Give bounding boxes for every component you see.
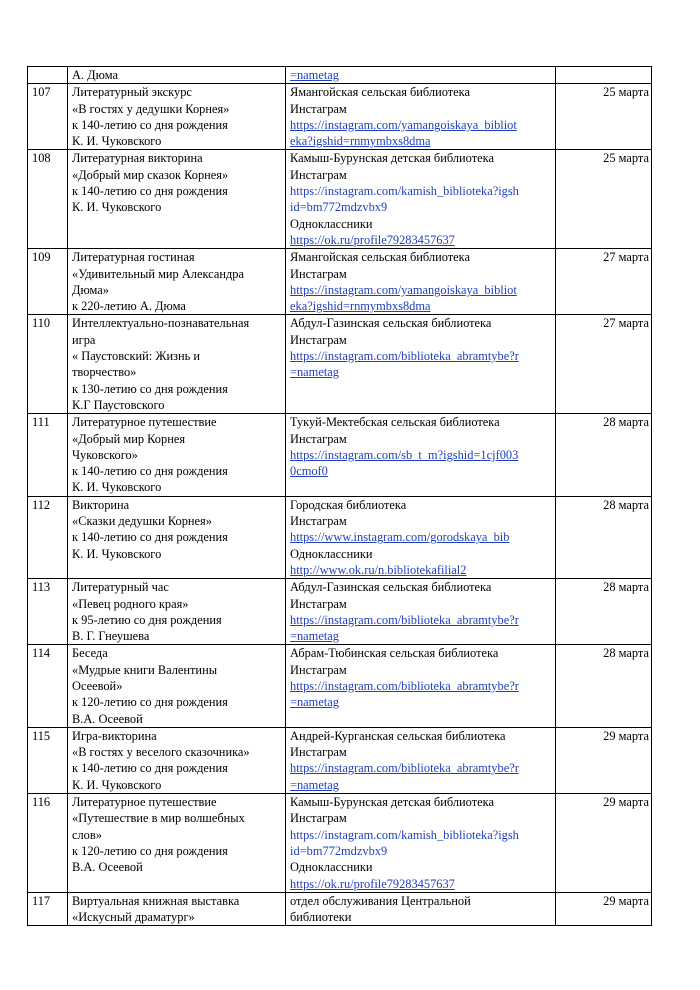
event-line: Литературное путешествие <box>72 415 217 430</box>
event-cell <box>68 150 286 249</box>
event-line: К. И. Чуковского <box>72 200 162 215</box>
venue-link[interactable]: =nametag <box>290 777 339 792</box>
event-date: 27 марта <box>556 315 652 414</box>
event-line: К. И. Чуковского <box>72 777 162 792</box>
venue-link[interactable]: https://www.instagram.com/gorodskaya_bib <box>290 530 510 545</box>
events-table <box>27 66 652 926</box>
event-line: к 120-летию со дня рождения <box>72 843 228 858</box>
table-row <box>28 414 652 496</box>
event-line: к 140-летию со дня рождения <box>72 184 228 199</box>
event-line: «Добрый мир Корнея <box>72 431 186 446</box>
row-number: 116 <box>28 794 68 893</box>
row-number: 107 <box>28 84 68 150</box>
venue-link[interactable]: id=bm772mdzvbx9 <box>290 200 388 215</box>
venue-text: библиотеки <box>290 910 352 925</box>
venue-text: Одноклассники <box>290 860 373 875</box>
row-number: 112 <box>28 496 68 578</box>
event-date: 28 марта <box>556 414 652 496</box>
venue-cell <box>286 67 556 84</box>
event-date <box>556 67 652 84</box>
venue-text: Камыш-Бурунская детская библиотека <box>290 795 494 810</box>
venue-text: Андрей-Курганская сельская библиотека <box>290 728 506 743</box>
event-line: Литературный экскурс <box>72 85 192 100</box>
venue-cell <box>286 150 556 249</box>
table-row <box>28 645 652 727</box>
event-line: Викторина <box>72 497 130 512</box>
event-line: к 95-летию со дня рождения <box>72 612 222 627</box>
venue-text: Инстаграм <box>290 596 347 611</box>
venue-cell <box>286 496 556 578</box>
venue-link[interactable]: https://ok.ru/profile79283457637 <box>290 232 455 247</box>
event-date: 28 марта <box>556 579 652 645</box>
venue-text: Инстаграм <box>290 514 347 529</box>
event-cell <box>68 496 286 578</box>
event-line: «Добрый мир сказок Корнея» <box>72 167 229 182</box>
event-line: «В гостях у дедушки Корнея» <box>72 101 230 116</box>
venue-cell <box>286 414 556 496</box>
event-date: 28 марта <box>556 496 652 578</box>
venue-link[interactable]: https://instagram.com/biblioteka_abramtybe?r <box>290 761 519 776</box>
venue-link[interactable]: https://instagram.com/biblioteka_abramtybe?r <box>290 678 519 693</box>
event-line: слов» <box>72 827 102 842</box>
venue-text: Одноклассники <box>290 216 373 231</box>
event-line: творчество» <box>72 365 137 380</box>
venue-link[interactable]: https://instagram.com/yamangoiskaya_bibliot <box>290 117 517 132</box>
event-line: К.Г Паустовского <box>72 397 165 412</box>
table-row <box>28 150 652 249</box>
event-line: Беседа <box>72 646 108 661</box>
event-line: «Мудрые книги Валентины <box>72 662 218 677</box>
event-date: 28 марта <box>556 645 652 727</box>
event-line: К. И. Чуковского <box>72 134 162 149</box>
venue-text: Городская библиотека <box>290 497 407 512</box>
venue-link[interactable]: https://instagram.com/yamangoiskaya_bibliot <box>290 282 517 297</box>
event-line: В.А. Осеевой <box>72 711 143 726</box>
event-line: «Сказки дедушки Корнея» <box>72 514 212 529</box>
event-line: Игра-викторина <box>72 728 157 743</box>
event-cell <box>68 67 286 84</box>
event-cell <box>68 414 286 496</box>
event-line: Литературная гостиная <box>72 250 195 265</box>
venue-text: Инстаграм <box>290 332 347 347</box>
events-table-body <box>28 67 652 926</box>
row-number: 117 <box>28 892 68 926</box>
row-number: 109 <box>28 249 68 315</box>
event-cell <box>68 315 286 414</box>
event-date: 29 марта <box>556 892 652 926</box>
event-line: к 140-летию со дня рождения <box>72 464 228 479</box>
venue-text: Инстаграм <box>290 811 347 826</box>
table-row <box>28 84 652 150</box>
venue-cell <box>286 794 556 893</box>
table-row <box>28 496 652 578</box>
venue-cell <box>286 249 556 315</box>
event-line: «Путешествие в мир волшебных <box>72 811 245 826</box>
venue-text: Абдул-Газинская сельская библиотека <box>290 316 492 331</box>
venue-link[interactable]: https://instagram.com/kamish_biblioteka?igsh <box>290 827 519 842</box>
event-date: 25 марта <box>556 84 652 150</box>
event-line: к 140-летию со дня рождения <box>72 530 228 545</box>
venue-cell <box>286 727 556 793</box>
event-line: В. Г. Гнеушева <box>72 629 150 644</box>
event-line: к 140-летию со дня рождения <box>72 117 228 132</box>
event-line: В.А. Осеевой <box>72 860 143 875</box>
event-line: Чуковского» <box>72 447 138 462</box>
event-cell <box>68 645 286 727</box>
venue-link[interactable]: 0cmof0 <box>290 464 328 479</box>
event-cell <box>68 579 286 645</box>
venue-link[interactable]: id=bm772mdzvbx9 <box>290 843 388 858</box>
event-line: «Удивительный мир Александра <box>72 266 244 281</box>
row-number: 108 <box>28 150 68 249</box>
event-line: Интеллектуально-познавательная <box>72 316 250 331</box>
venue-link[interactable]: =nametag <box>290 365 339 380</box>
venue-text: Тукуй-Мектебская сельская библиотека <box>290 415 500 430</box>
event-line: к 130-летию со дня рождения <box>72 381 228 396</box>
venue-text: Инстаграм <box>290 745 347 760</box>
event-line: Осеевой» <box>72 678 123 693</box>
event-line: К. И. Чуковского <box>72 546 162 561</box>
event-line: « Паустовский: Жизнь и <box>72 349 200 364</box>
venue-text: Инстаграм <box>290 167 347 182</box>
table-row <box>28 579 652 645</box>
row-number <box>28 67 68 84</box>
row-number: 111 <box>28 414 68 496</box>
row-number: 113 <box>28 579 68 645</box>
table-row <box>28 727 652 793</box>
row-number: 110 <box>28 315 68 414</box>
event-line: К. И. Чуковского <box>72 480 162 495</box>
table-row <box>28 892 652 926</box>
row-number: 114 <box>28 645 68 727</box>
venue-link[interactable]: =nametag <box>290 68 339 82</box>
venue-cell <box>286 892 556 926</box>
venue-link[interactable]: https://instagram.com/sb_t_m?igshid=1cjf003 <box>290 447 519 462</box>
venue-text: Ямангойская сельская библиотека <box>290 250 471 265</box>
event-line: Виртуальная книжная выставка <box>72 893 240 908</box>
event-line: «Певец родного края» <box>72 596 189 611</box>
event-line: игра <box>72 332 96 347</box>
venue-cell <box>286 315 556 414</box>
event-line: «Искусный драматург» <box>72 910 195 925</box>
venue-link[interactable]: eka?igshid=rnmymbxs8dma <box>290 134 431 149</box>
venue-text: Инстаграм <box>290 101 347 116</box>
row-number: 115 <box>28 727 68 793</box>
event-line: «В гостях у веселого сказочника» <box>72 745 250 760</box>
event-cell <box>68 794 286 893</box>
venue-link[interactable]: http://www.ok.ru/n.bibliotekafilial2 <box>290 562 467 577</box>
venue-cell <box>286 579 556 645</box>
event-date: 27 марта <box>556 249 652 315</box>
table-row <box>28 794 652 893</box>
table-row <box>28 315 652 414</box>
event-cell <box>68 249 286 315</box>
venue-text: Инстаграм <box>290 662 347 677</box>
venue-link[interactable]: https://instagram.com/biblioteka_abramtybe?r <box>290 612 519 627</box>
event-cell <box>68 84 286 150</box>
venue-text: Абрам-Тюбинская сельская библиотека <box>290 646 499 661</box>
event-date: 29 марта <box>556 727 652 793</box>
event-line: к 220-летию А. Дюма <box>72 299 186 314</box>
event-line: Литературный час <box>72 580 169 595</box>
venue-link[interactable]: https://instagram.com/biblioteka_abramtybe?r <box>290 349 519 364</box>
event-cell <box>68 727 286 793</box>
event-date: 25 марта <box>556 150 652 249</box>
venue-text: Инстаграм <box>290 266 347 281</box>
venue-text: Абдул-Газинская сельская библиотека <box>290 580 492 595</box>
event-line: Литературная викторина <box>72 151 203 166</box>
venue-text: Камыш-Бурунская детская библиотека <box>290 151 494 166</box>
table-row <box>28 249 652 315</box>
event-line: к 120-летию со дня рождения <box>72 695 228 710</box>
venue-text: Ямангойская сельская библиотека <box>290 85 471 100</box>
venue-text: Инстаграм <box>290 431 347 446</box>
table-row <box>28 67 652 84</box>
venue-link[interactable]: =nametag <box>290 695 339 710</box>
event-line: к 140-летию со дня рождения <box>72 761 228 776</box>
venue-text: отдел обслуживания Центральной <box>290 893 471 908</box>
event-line: А. Дюма <box>72 68 118 82</box>
event-cell <box>68 892 286 926</box>
venue-link[interactable]: https://ok.ru/profile79283457637 <box>290 876 455 891</box>
event-line: Литературное путешествие <box>72 795 217 810</box>
event-line: Дюма» <box>72 282 109 297</box>
venue-text: Одноклассники <box>290 546 373 561</box>
venue-link[interactable]: eka?igshid=rnmymbxs8dma <box>290 299 431 314</box>
venue-cell <box>286 84 556 150</box>
venue-link[interactable]: =nametag <box>290 629 339 644</box>
venue-cell <box>286 645 556 727</box>
venue-link[interactable]: https://instagram.com/kamish_biblioteka?igsh <box>290 184 519 199</box>
event-date: 29 марта <box>556 794 652 893</box>
